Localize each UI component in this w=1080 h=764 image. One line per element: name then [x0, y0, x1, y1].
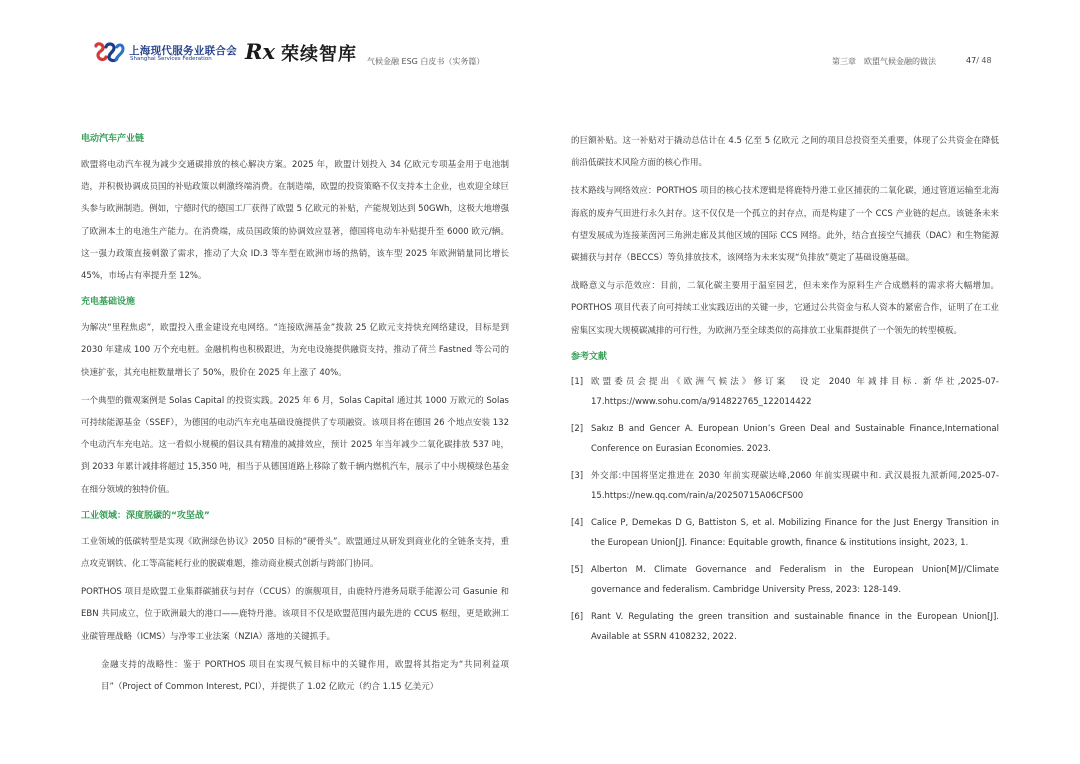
reference-text: Calice P, Demekas D G, Battiston S, et al. Mobilizing Finance for the Just Energy Transition in the European Union[J]. Finance: Equitable growth, finance & institutions insight, 2023, 1.: [591, 517, 999, 549]
reference-item: [571, 466, 999, 507]
reference-text: 外交部:中国将坚定推进在 2030 年前实现碳达峰,2060 年前实现碳中和. 武汉晨报九派新闻,2025-07-15.https://new.qq.com/rain/a/20250715A06CFS00: [591, 470, 999, 502]
rx-logo-mark: Rx: [245, 39, 275, 64]
reference-text: Alberton M. Climate Governance and Federalism in the European Union[M]//Climate governance and federalism. Cambridge University Press, 2023: 128-149.: [591, 564, 999, 596]
reference-item: [571, 372, 999, 413]
paragraph: 为解决“里程焦虑”，欧盟投入重金建设充电网络。“连接欧洲基金”拨款 25 亿欧元支持快充网络建设，目标是到 2030 年建成 100 万个充电桩。金融机构也积极跟进，为充电设施提供融资支持，推动了荷兰 Fastned 等公司的快速扩张，其充电桩数量增长了 50%，股价在 2025 年上涨了 40%。: [81, 323, 509, 378]
paragraph: 工业领域的低碳转型是实现《欧洲绿色协议》2050 目标的“硬骨头”。欧盟通过从研发到商业化的全链条支持，重点攻克钢铁、化工等高能耗行业的脱碳难题，推动商业模式创新与跨部门协同。: [81, 536, 509, 570]
page-number: [966, 56, 992, 65]
reference-number: [3]: [571, 470, 584, 481]
reference-text: Rant V. Regulating the green transition and sustainable finance in the European Union[J]. Available at SSRN 4108232, 2022.: [591, 611, 999, 643]
reference-number: [4]: [571, 517, 584, 528]
section-heading-industry: 工业领域：深度脱碳的“攻坚战”: [81, 510, 210, 521]
reference-text: 欧盟委员会提出《欧洲气候法》修订案 设定 2040 年减排目标. 新华社,2025-07-17.https://www.sohu.com/a/914822765_122014422: [591, 376, 999, 408]
reference-number: [6]: [571, 611, 584, 622]
paragraph: 技术路线与网络效应：PORTHOS 项目的核心技术逻辑是将鹿特丹港工业区捕获的二氧化碳，通过管道运输至北海海底的废弃气田进行永久封存。这不仅仅是一个孤立的封存点，而是构建了一个 CCS 产业链的起点。该链条未来有望发展成为连接莱茵河三角洲走廊及其他区域的国际 CCS 网络。此外，结合直接空气捕获（DAC）和生物能源碳捕获与封存（BECCS）等负排放技术，该网络为未来实现“负排放”奠定了基础设施基础。: [571, 186, 999, 264]
shanghai-services-federation-logo-icon: [93, 42, 125, 64]
reference-item: [571, 560, 999, 601]
left-column: [81, 130, 509, 704]
reference-number: [2]: [571, 423, 584, 434]
paragraph: 战略意义与示范效应：目前，二氧化碳主要用于温室园艺，但未来作为原料生产合成燃料的需求将大幅增加。PORTHOS 项目代表了向可持续工业实践迈出的关键一步，它通过公共资金与私人资本的紧密合作，证明了在工业密集区实现大规模碳减排的可行性，为欧洲乃至全球类似的高排放工业集群提供了一个领先的转型模板。: [571, 281, 999, 336]
section-heading-charging: 充电基础设施: [81, 297, 136, 308]
section-heading-ev-industry: 电动汽车产业链: [81, 134, 145, 144]
document-title: 气候金融 ESG 白皮书（实务篇）: [367, 57, 485, 66]
page-header: [0, 0, 1080, 80]
reference-item: [571, 419, 999, 460]
federation-logo: [93, 41, 237, 65]
paragraph: 欧盟将电动汽车视为减少交通碳排放的核心解决方案。2025 年，欧盟计划投入 34 亿欧元专项基金用于电池制造，并积极协调成员国的补贴政策以刺激终端消费。在制造端，欧盟的投资策略不仅支持本土企业，也欢迎全球巨头参与欧洲制造。例如，宁德时代的德国工厂获得了欧盟 5 亿欧元的补贴，产能规划达到 50GWh，这极大地增强了欧洲本土的电池生产能力。在消费端，成员国政策的协调效应显著，德国将电动车补贴提升至 6000 欧元/辆。这一强力政策直接刺激了需求，推动了大众 ID.3 等车型在欧洲市场的热销，该车型 2025 年欧洲销量同比增长 45%，市场占有率提升至 12%。: [81, 160, 509, 282]
paragraph: PORTHOS 项目是欧盟工业集群碳捕获与封存（CCUS）的旗舰项目，由鹿特丹港务局联手能源公司 Gasunie 和 EBN 共同成立，位于欧洲最大的港口——鹿特丹港。该项目不仅是欧盟范围内最先进的 CCUS 枢纽，更是欧洲工业碳管理战略（ICMS）与净零工业法案（NZIA）落地的关键抓手。: [81, 587, 509, 642]
reference-number: [5]: [571, 564, 584, 575]
page-total: / 48: [976, 56, 992, 65]
right-column: [571, 130, 999, 654]
federation-name-en: Shanghai Services Federation: [130, 56, 212, 62]
paragraph: 一个典型的微观案例是 Solas Capital 的投资实践。2025 年 6 月，Solas Capital 通过其 1000 万欧元的 Solas 可持续能源基金（SSEF），为德国的电动汽车充电基础设施提供了专项融资。该项目将在德国 26 个地点安装 132 个电动汽车充电站。这一看似小规模的倡议具有精准的减排效应，预计 2025 年当年减少二氧化碳排放 537 吨，到 2033 年累计减排将超过 15,350 吨，相当于从德国道路上移除了数千辆内燃机汽车，展示了中小规模绿色基金在细分领域的独特价值。: [81, 395, 509, 495]
paragraph: 的巨额补贴。这一补贴对于撬动总估计在 4.5 亿至 5 亿欧元 之间的项目总投资至关重要，体现了公共资金在降低前沿低碳技术风险方面的核心作用。: [571, 136, 999, 169]
chapter-title: 第三章 欧盟气候金融的做法: [832, 57, 936, 66]
reference-item: [571, 513, 999, 554]
reference-text: Sakız B and Gencer A. European Union’s Green Deal and Sustainable Finance,International Conference on Eurasian Economies. 2023.: [591, 423, 999, 455]
think-tank-name: 荣续智库: [281, 44, 357, 65]
federation-name-cn: 上海现代服务业联合会: [129, 45, 237, 57]
page-current: 47: [966, 56, 977, 65]
paragraph: 金融支持的战略性：鉴于 PORTHOS 项目在实现气候目标中的关键作用，欧盟将其指定为“共同利益项目”（Project of Common Interest, PCI），并提供了 1.02 亿欧元（约合 1.15 亿美元）: [101, 659, 509, 693]
reference-number: [1]: [571, 376, 584, 387]
references-heading: 参考文献: [571, 351, 608, 362]
reference-item: [571, 607, 999, 648]
